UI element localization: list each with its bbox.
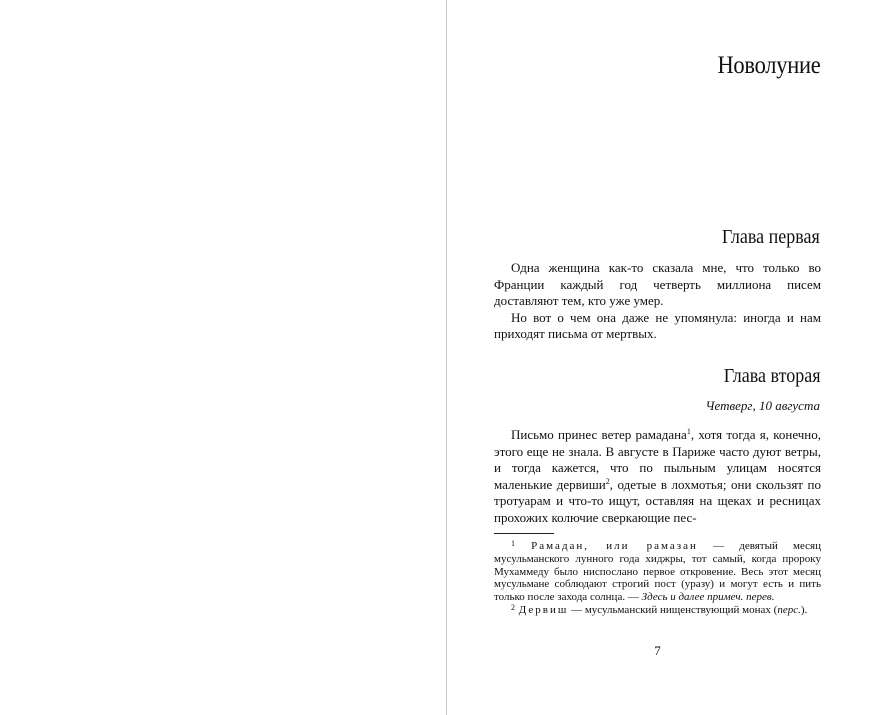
chapter-one-text [494,260,821,343]
footnote-note: Здесь и далее примеч. перев. [641,591,775,604]
footnote-ref-1: 1 [686,427,691,436]
page-number: 7 [654,643,661,658]
right-page [447,0,892,715]
footnote-ref-2: 2 [605,476,610,486]
dateline: Четверг, 10 августа [705,398,820,413]
text-run: Письмо принес ветер рамадана [511,427,687,442]
footnote-text: — мусульманский нищенствующий монах ( [568,603,778,616]
footnote-text: ). [800,603,808,616]
book-title: Новолуние [716,52,820,79]
footnote-term: Дервиш [518,603,569,616]
footnote-divider [494,533,554,534]
text-run: , хотя тогда я, конечно, этого еще не знала. В августе в Париже часто дуют ветры, и тогда кажется, что по пыльным улицам носятся маленькие дервиши [494,427,822,492]
footnote-term: Рамадан, или рамазан [531,540,698,552]
footnote-number: 1 [511,539,515,548]
paragraph: Одна женщина как-то сказала мне, что только во Франции каждый год четверть миллиона писем доставляют тем, кто уже умер. [494,260,821,308]
footnote-2 [494,604,821,617]
footnote-lang: перс. [777,603,801,616]
paragraph [494,427,821,526]
text-run: , одетые в лохмотья; они скользят по тротуарам и что-то ищут, оставляя на щеках и ресницах прохожих колючие сверкающие пес- [494,476,822,525]
chapter-two-title: Глава вторая [723,365,820,387]
footnote-text: — девятый месяц мусульманского лунного года хиджры, тот самый, когда пророку Мухаммеду было ниспослано первое откровение. Весь этот месяц мусульмане соблюдают строгий пост (уразу) и могут есть и пить только после захода солнца. — [494,540,822,604]
footnote-number: 2 [511,602,515,612]
footnotes [494,540,821,617]
chapter-two-text [494,427,821,526]
paragraph: Но вот о чем она даже не упомянула: иногда и нам приходят письма от мертвых. [494,309,821,341]
footnote-1 [494,540,821,604]
chapter-one-title: Глава первая [722,226,820,248]
